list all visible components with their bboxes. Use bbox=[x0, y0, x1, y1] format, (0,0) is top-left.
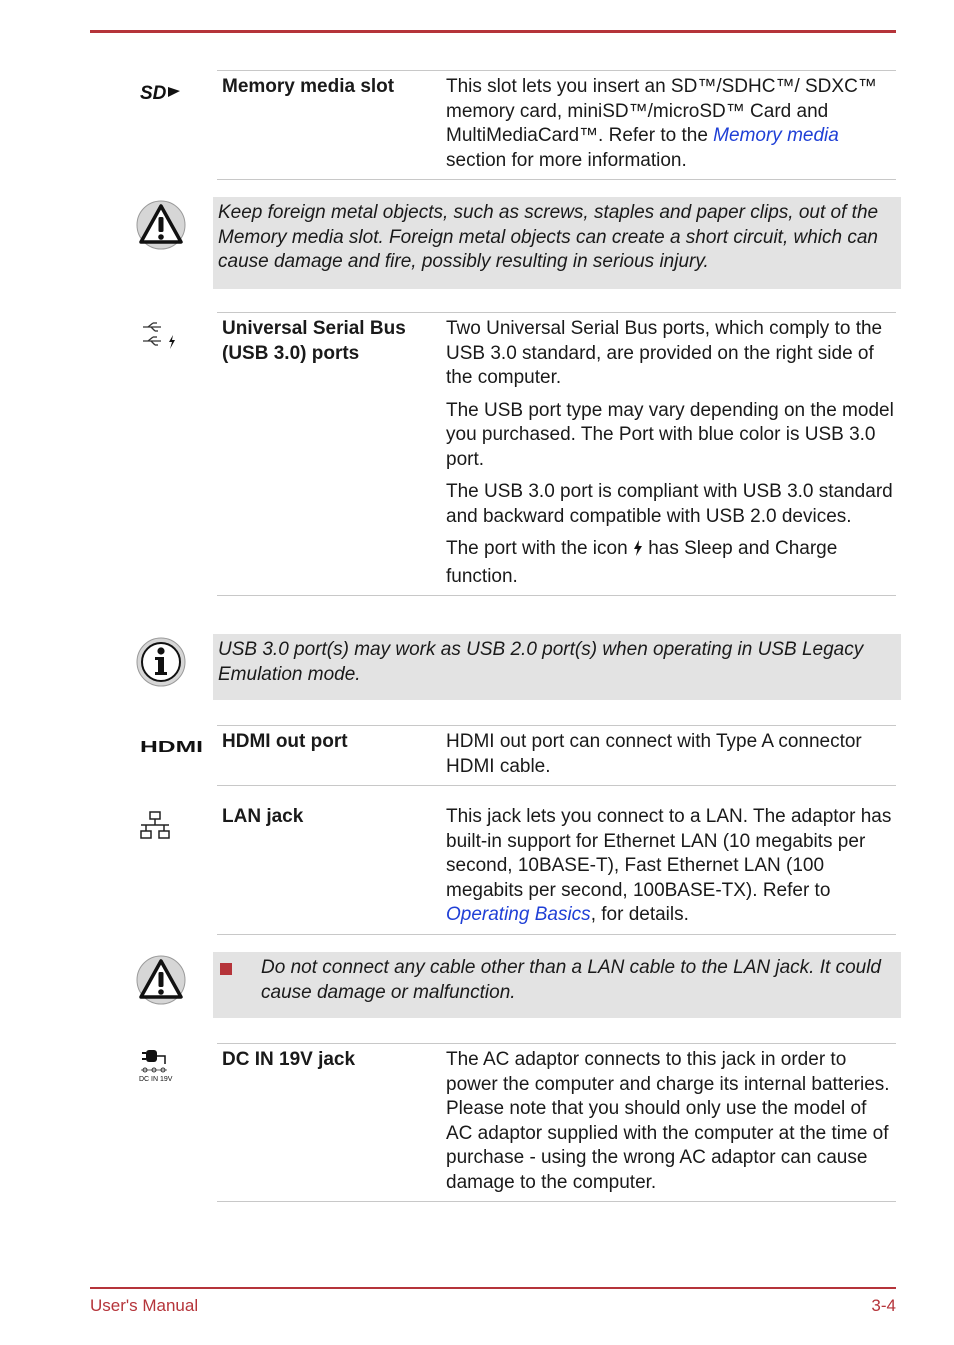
dc-in-icon-label: DC IN 19V bbox=[139, 1076, 173, 1083]
description-text: section for more information. bbox=[446, 149, 687, 171]
footer-rule bbox=[90, 1287, 896, 1289]
svg-text:SD: SD bbox=[140, 83, 167, 102]
info-icon bbox=[136, 637, 186, 695]
dc-in-icon bbox=[138, 1047, 178, 1091]
warning-note bbox=[213, 952, 901, 1018]
header-rule bbox=[90, 30, 896, 33]
description-text: , for details. bbox=[590, 904, 689, 925]
description bbox=[446, 71, 894, 179]
dc-in-jack-row bbox=[217, 1043, 896, 1202]
sleep-charge-icon bbox=[633, 539, 643, 565]
description bbox=[446, 1044, 894, 1201]
memory-media-slot-row bbox=[217, 70, 896, 180]
description-text: This slot lets you insert an SD™/SDHC™/ SDXC™ memory card, miniSD™/microSD™ Card and MultiMediaCard™. Refer to the bbox=[446, 76, 877, 146]
bullet-square bbox=[220, 963, 232, 975]
description-text: has Sleep and Charge function. bbox=[446, 538, 838, 587]
description bbox=[446, 313, 894, 595]
hdmi-icon bbox=[140, 737, 204, 762]
info-text: USB 3.0 port(s) may work as USB 2.0 port(s) when operating in USB Legacy Emulation mode. bbox=[218, 639, 864, 685]
footer-manual-title: User's Manual bbox=[90, 1296, 199, 1315]
hdmi-out-port-row bbox=[217, 725, 896, 786]
term-label: Memory media slot bbox=[222, 76, 395, 97]
warning-text: Do not connect any cable other than a LAN cable to the LAN jack. It could cause damage or malfunction. bbox=[261, 957, 881, 1003]
usb-ports-row bbox=[217, 312, 896, 596]
lan-icon bbox=[139, 810, 173, 850]
lan-jack-row bbox=[217, 801, 896, 935]
description bbox=[446, 801, 894, 934]
description-paragraph: The USB 3.0 port is compliant with USB 3.0 standard and backward compatible with USB 2.0 devices. bbox=[446, 481, 893, 527]
warning-icon bbox=[136, 955, 186, 1013]
info-note bbox=[213, 634, 901, 700]
page-number: 3-4 bbox=[871, 1296, 896, 1315]
description-paragraph: HDMI out port can connect with Type A connector HDMI cable. bbox=[446, 731, 862, 777]
term-label: LAN jack bbox=[222, 806, 304, 827]
warning-note bbox=[213, 197, 901, 289]
term-label: Universal Serial Bus (USB 3.0) ports bbox=[222, 318, 406, 364]
usb-sleep-charge-icon bbox=[141, 320, 179, 358]
warning-icon bbox=[136, 200, 186, 258]
term-label: HDMI out port bbox=[222, 731, 348, 752]
description-text: This jack lets you connect to a LAN. The adaptor has built-in support for Ethernet LAN (10 megabits per second, 10BASE-T), Fast Ethernet LAN (100 megabits per second, 100BASE-TX). Refer to bbox=[446, 806, 892, 901]
term-label: DC IN 19V jack bbox=[222, 1049, 356, 1070]
description-paragraph: The USB port type may vary depending on the model you purchased. The Port with blue color is USB 3.0 port. bbox=[446, 399, 894, 470]
memory-media-link[interactable]: Memory media bbox=[713, 125, 839, 146]
description bbox=[446, 726, 894, 785]
description-paragraph: Two Universal Serial Bus ports, which comply to the USB 3.0 standard, are provided on the right side of the computer. bbox=[446, 318, 883, 388]
description-paragraph: The AC adaptor connects to this jack in order to power the computer and charge its internal batteries. Please note that you should only use the model of AC adaptor supplied with the computer at the time of purchase - using the wrong AC adaptor can cause damage to the computer. bbox=[446, 1049, 890, 1193]
description-paragraph bbox=[446, 537, 894, 589]
description-text: The port with the icon bbox=[446, 538, 628, 559]
hdmi-icon-label: HDMI bbox=[140, 739, 203, 754]
sd-card-icon bbox=[138, 82, 182, 110]
operating-basics-link[interactable]: Operating Basics bbox=[446, 904, 591, 925]
warning-text: Keep foreign metal objects, such as screws, staples and paper clips, out of the Memory media slot. Foreign metal objects can create a short circuit, which can cause damage and fire, possibly resulting in serious injury. bbox=[218, 202, 879, 272]
